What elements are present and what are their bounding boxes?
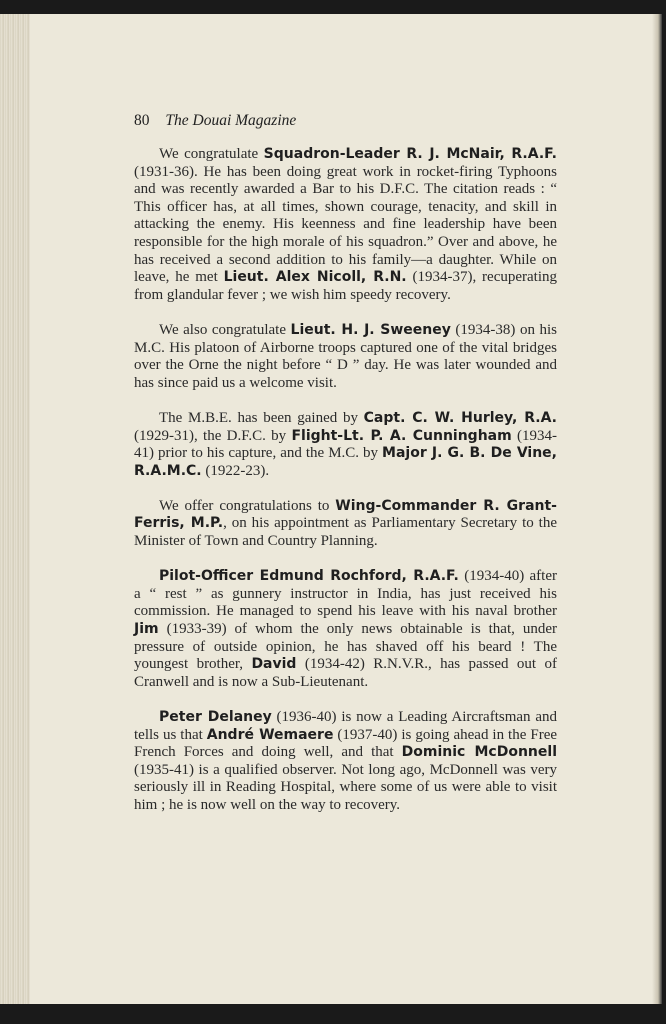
paragraph-text: (1934-42) R.N.V.R., has passed out of Cranwell and is now a Sub-Lieutenant. [134,656,557,690]
person-name: Capt. C. W. Hurley, R.A. [363,409,557,426]
person-name: Lieut. Alex Nicoll, R.N. [223,269,407,286]
paragraph-text: (1922-23). [201,462,270,479]
person-name: Wing-Commander R. Grant-Ferris, M.P. [134,497,557,532]
person-name: Pilot-Officer Edmund Rochford, R.A.F. [159,568,459,585]
paragraph-text: (1931-36). He has been doing great work in rocket-firing Typhoons and was recently awarded a Bar to his D.F.C. The citation reads : “ This officer has, at all times, shown courage, tenacity, and skill in attacking the enemy. His keenness and fine leadership have been responsible for the high morale of his squadron.” Over and above, he has received a second addition to his family—a daughter. While on leave, he met [134,163,557,286]
paragraph-text: (1934-37), recuperating from glandular fever ; we wish him speedy recovery. [134,269,557,303]
paragraph [134,568,557,691]
person-name: Lieut. H. J. Sweeney [290,321,451,338]
paragraph-text: We offer congratulations to [159,497,336,514]
page-number: 80 [134,112,150,129]
paragraph-text: (1933-39) of whom the only news obtainable is that, under pressure of outside opinion, he has shaved off his beard ! The youngest brother, [134,621,557,673]
person-name: Peter Delaney [159,709,272,725]
paragraph-text: , on his appointment as Parliamentary Secretary to the Minister of Town and Country Planning. [134,515,557,550]
person-name: André Wemaere [206,726,334,743]
paragraph [134,410,557,480]
person-name: David [251,656,297,673]
paragraph [134,146,557,304]
paragraph-text: (1934-41) prior to his capture, and the M.C. by [134,427,557,462]
person-name: Dominic McDonnell [401,744,557,761]
page-gutter [652,14,662,1004]
paragraph [134,322,557,392]
paragraph-text: (1937-40) is going ahead in the Free French Forces and doing well, and that [134,726,558,761]
paragraph-text: The M.B.E. has been gained by [159,409,364,426]
paragraph-text: (1935-41) is a qualified observer. Not long ago, McDonnell was very seriously ill in Reading Hospital, where some of us were able to visit him ; he is now well on the way to recovery. [134,761,557,813]
person-name: Major J. G. B. De Vine, R.A.M.C. [134,445,557,479]
paragraph-text: We also congratulate [159,321,291,338]
paragraph-text: (1934-40) after a “ rest ” as gunnery instructor in India, has just received his commission. He managed to spend his leave with his naval brother [134,568,557,620]
person-name: Flight-Lt. P. A. Cunningham [291,427,512,444]
paragraph-text: We congratulate [159,146,264,162]
page-edges [0,14,30,1004]
paragraph [134,709,557,815]
paragraph-text: (1934-38) on his M.C. His platoon of Airborne troops captured one of the vital bridges over the Orne the night before “ D ” day. He was later wounded and has since paid us a welcome visit. [134,321,557,391]
running-header [134,112,296,130]
book-page [0,14,662,1004]
article-body [134,146,557,815]
paragraph [134,498,557,551]
paragraph-text: (1929-31), the D.F.C. by [134,427,292,444]
magazine-title: The Douai Magazine [165,112,297,129]
person-name: Jim [134,621,159,638]
paragraph-text: (1936-40) is now a Leading Aircraftsman and tells us that [134,709,557,743]
person-name: Squadron-Leader R. J. McNair, R.A.F. [263,146,557,162]
